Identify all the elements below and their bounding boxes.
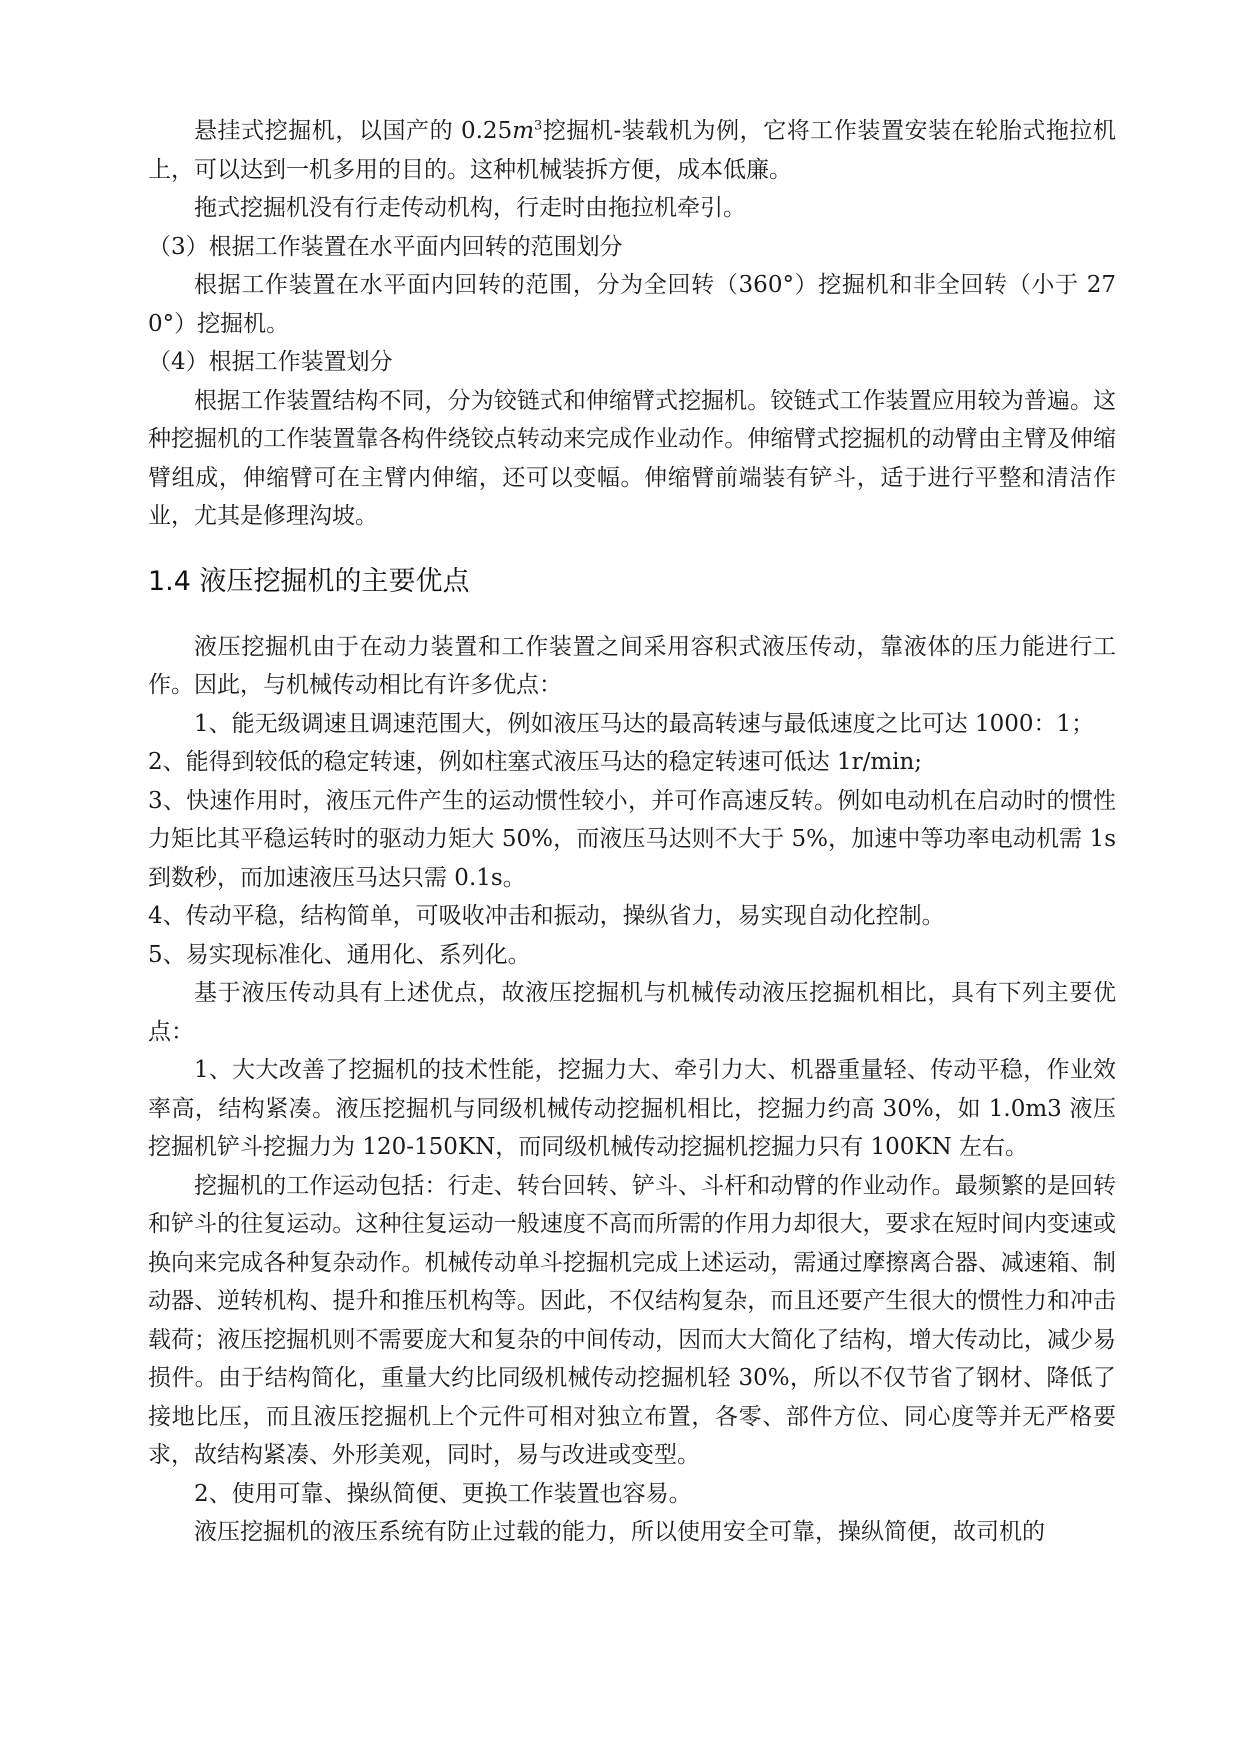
advantage-2: 2、使用可靠、操纵简便、更换工作装置也容易。	[194, 1480, 692, 1507]
text-segment: 悬挂式挖掘机，以国产的 0.25	[194, 118, 513, 144]
unit-m: m	[512, 118, 535, 144]
subsection-3: （3）根据工作装置在水平面内回转的范围划分	[148, 233, 623, 260]
paragraph-towed-excavator: 拖式挖掘机没有行走传动机构，行走时由拖拉机牵引。	[194, 195, 746, 221]
paragraph-work-motion: 挖掘机的工作运动包括：行走、转台回转、铲斗、斗杆和动臂的作业动作。最频繁的是回转和铲斗的往复运动。这种往复运动一般速度不高而所需的作用力却很大，要求在短时间内变速或换向来完成各种复杂动作。机械传动单斗挖掘机完成上述运动，需通过摩擦离合器、减速箱、制动器、逆转机构、提升和推压机构等。因此，不仅结构复杂，而且还要产生很大的惯性力和冲击载荷；液压挖掘机则不需要庞大和复杂的中间传动，因而大大简化了结构，增大传动比，减少易损件。由于结构简化，重量大约比同级机械传动挖掘机轻 30%，所以不仅节省了钢材、降低了接地比压，而且液压挖掘机上个元件可相对独立布置，各零、部件方位、同心度等并无严格要求，故结构紧凑、外形美观，同时，易与改进或变型。	[148, 1172, 1116, 1468]
paragraph-working-device: 根据工作装置结构不同，分为铰链式和伸缩臂式挖掘机。铰链式工作装置应用较为普遍。这种挖掘机的工作装置靠各构件绕铰点转动来完成作业动作。伸缩臂式挖掘机的动臂由主臂及伸缩臂组成，伸缩臂可在主臂内伸缩，还可以变幅。伸缩臂前端装有铲斗，适于进行平整和清洁作业，尤其是修理沟坡。	[148, 387, 1116, 529]
section-heading: 1.4 液压挖掘机的主要优点	[148, 565, 470, 597]
subsection-4: （4）根据工作装置划分	[148, 349, 393, 375]
list-item-5: 5、易实现标准化、通用化、系列化。	[148, 941, 531, 968]
document-page	[148, 112, 1116, 1552]
paragraph-rotation-range: 根据工作装置在水平面内回转的范围，分为全回转（360°）挖掘机和非全回转（小于 270°）挖掘机。	[148, 272, 1116, 337]
list-item-4: 4、传动平稳，结构简单，可吸收冲击和振动，操纵省力，易实现自动化控制。	[148, 903, 945, 929]
list-item-2: 2、能得到较低的稳定转速，例如柱塞式液压马达的稳定转速可低达 1r/min;	[148, 749, 923, 775]
paragraph-intro: 液压挖掘机由于在动力装置和工作装置之间采用容积式液压传动，靠液体的压力能进行工作。因此，与机械传动相比有许多优点：	[148, 633, 1116, 698]
paragraph-suspended-excavator	[148, 112, 1116, 189]
paragraph-last: 液压挖掘机的液压系统有防止过载的能力，所以使用安全可靠，操纵简便，故司机的	[194, 1519, 1045, 1545]
list-item-3: 3、快速作用时，液压元件产生的运动惯性较小，并可作高速反转。例如电动机在启动时的惯性力矩比其平稳运转时的驱动力矩大 50%，而液压马达则不大于 5%，加速中等功率电动机需 1s 到数秒，而加速液压马达只需 0.1s。	[148, 787, 1116, 891]
list-item-1: 1、能无级调速且调速范围大，例如液压马达的最高转速与最低速度之比可达 1000：1；	[194, 710, 1095, 737]
unit-superscript: 3	[534, 118, 543, 134]
paragraph-based-on: 基于液压传动具有上述优点，故液压挖掘机与机械传动液压挖掘机相比，具有下列主要优点：	[148, 980, 1116, 1045]
advantage-1: 1、大大改善了挖掘机的技术性能，挖掘力大、牵引力大、机器重量轻、传动平稳，作业效率高，结构紧凑。液压挖掘机与同级机械传动挖掘机相比，挖掘力约高 30%，如 1.0m3 液压挖掘机铲斗挖掘力为 120-150KN，而同级机械传动挖掘机挖掘力只有 100KN 左右。	[148, 1057, 1116, 1160]
text-segment: 挖掘机-装载机为例，它将工作装置安装在轮胎式拖拉机上，可以达到一机多用的目的。这种机械装拆方便，成本低廉。	[148, 118, 1116, 183]
